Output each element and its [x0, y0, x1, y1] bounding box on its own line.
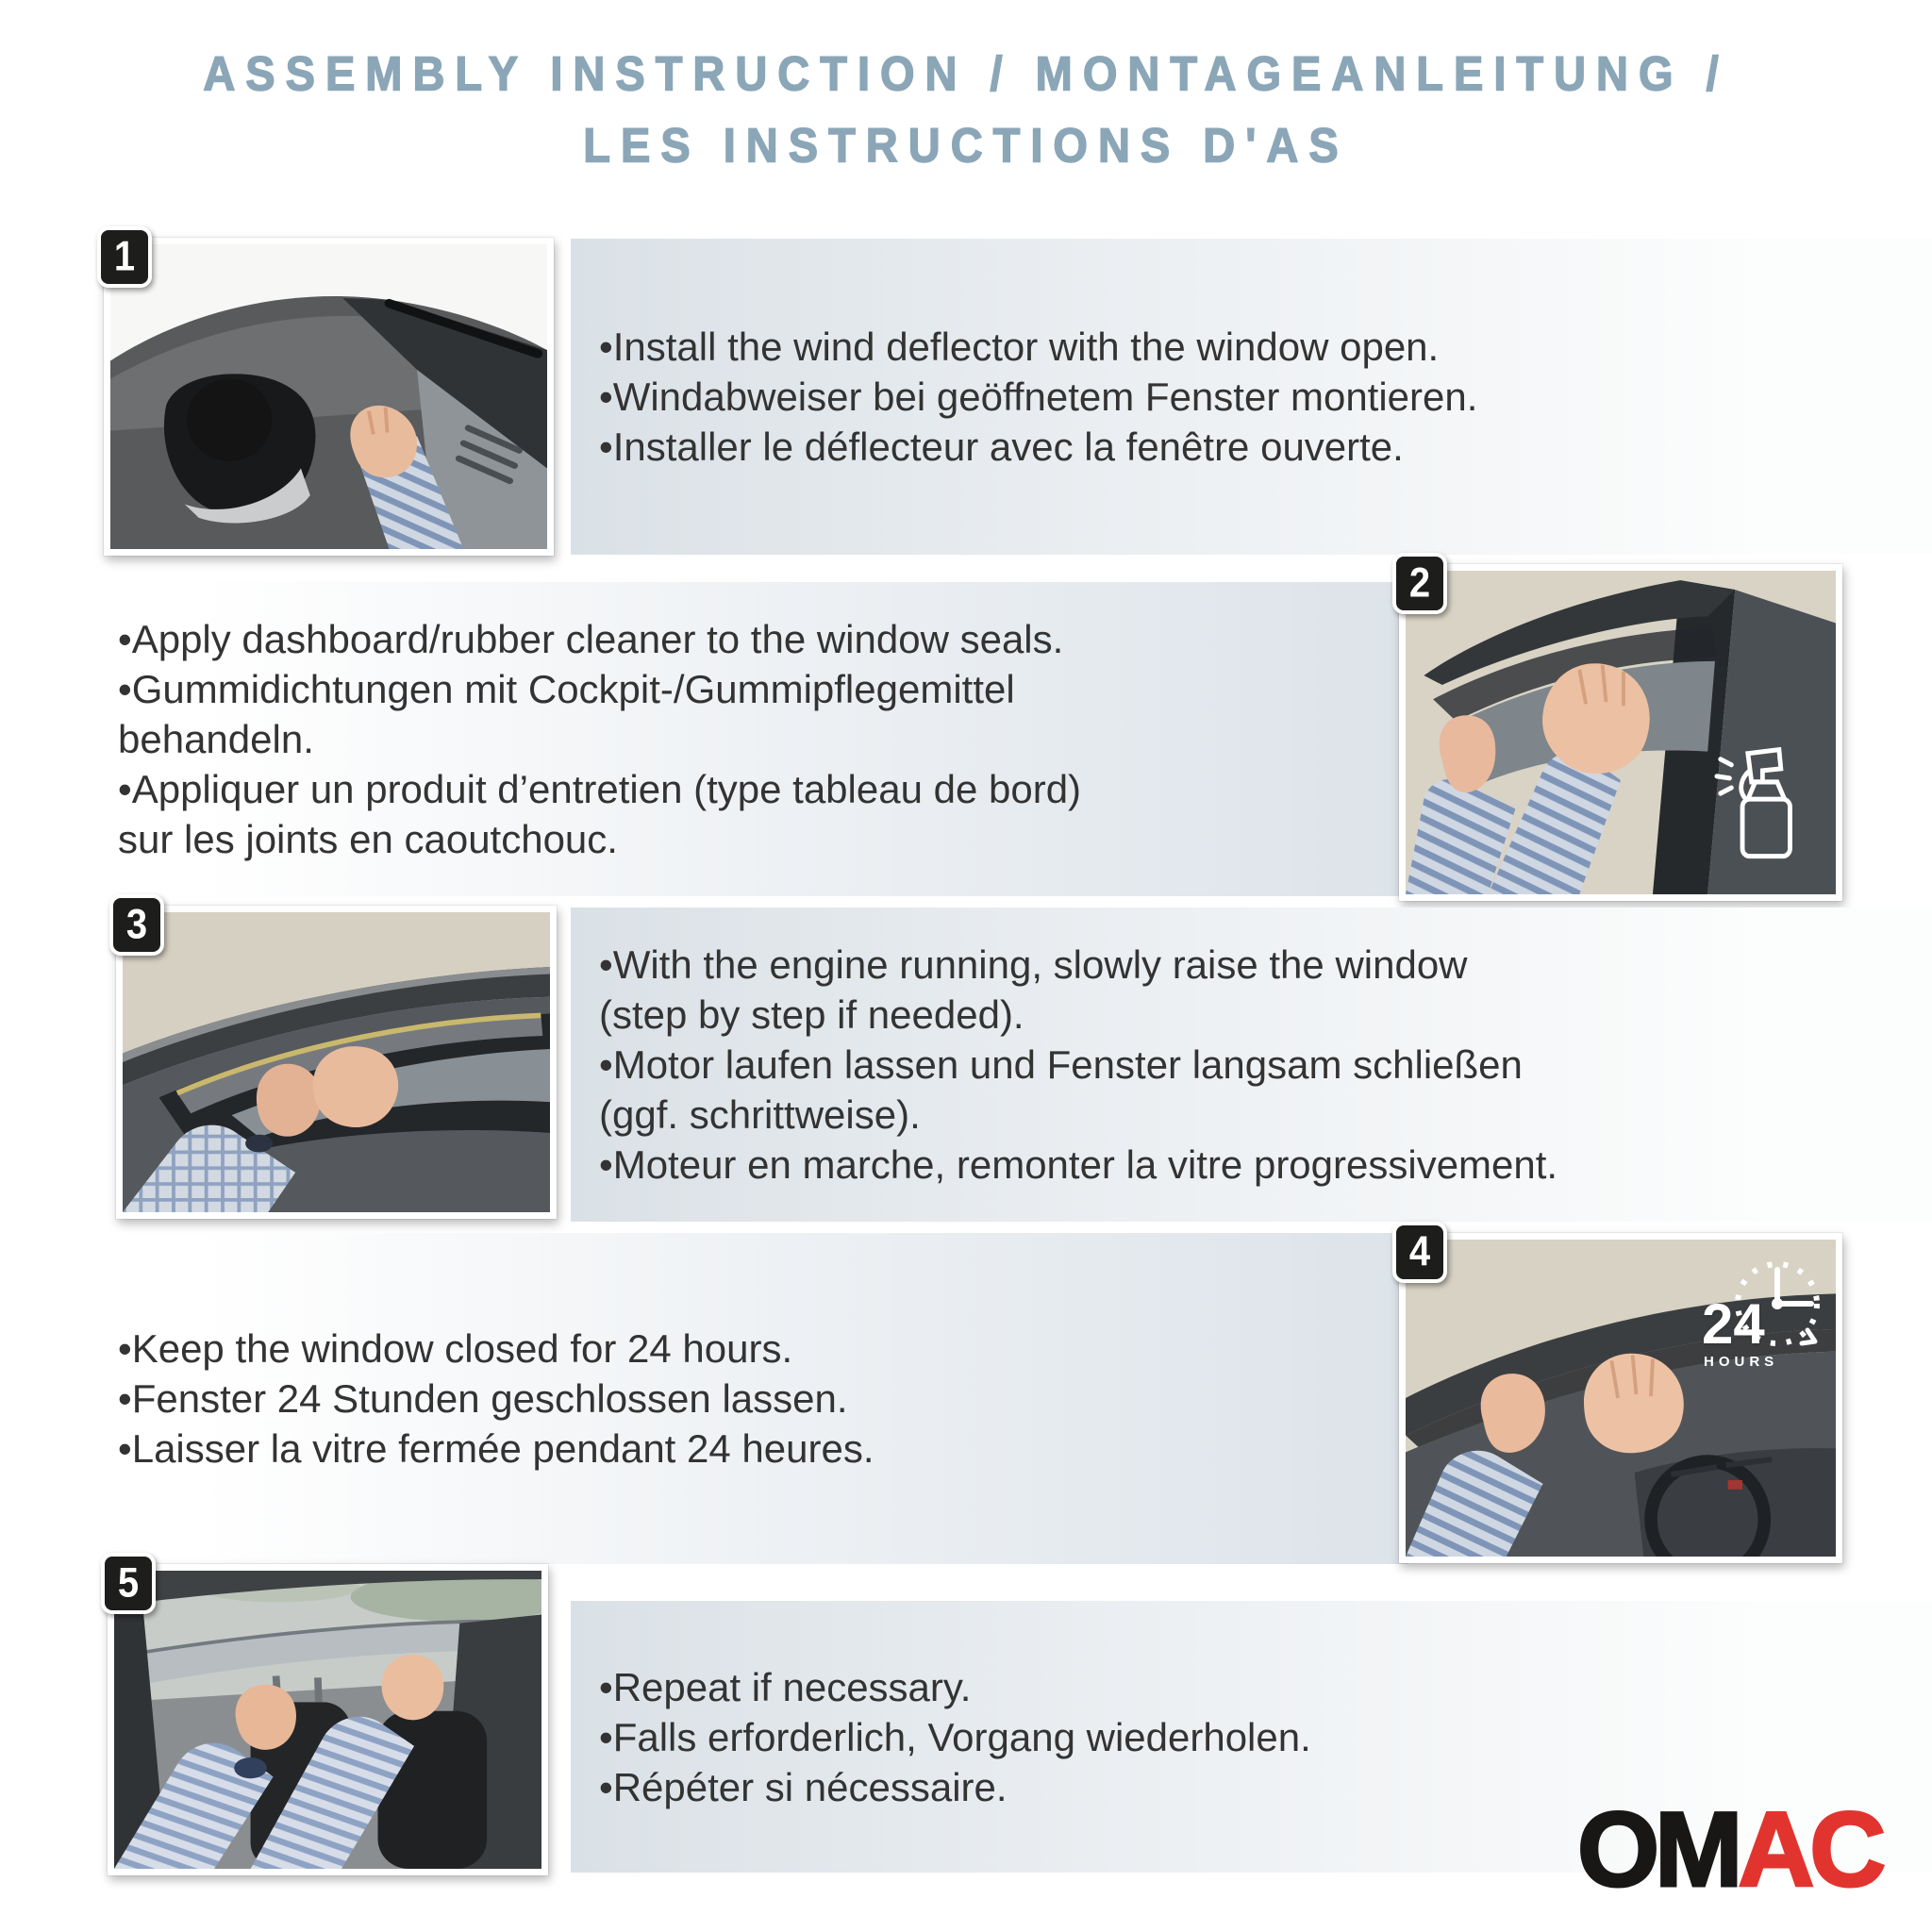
instruction-line: •Appliquer un produit d’entretien (type tableau de bord): [118, 767, 1082, 811]
step-3-photo: [116, 901, 557, 1219]
instruction-line: •Apply dashboard/rubber cleaner to the window seals.: [118, 617, 1064, 661]
title-line-2: LES INSTRUCTIONS D'AS: [583, 117, 1349, 173]
step-3-number-badge: [109, 894, 164, 956]
step-4-photo: [1399, 1228, 1842, 1563]
car-photo-illustration: [1406, 571, 1836, 894]
logo-text-black: OM: [1577, 1790, 1739, 1908]
instruction-line: •Windabweiser bei geöffnetem Fenster montieren.: [599, 375, 1478, 419]
instruction-line: •Répéter si nécessaire.: [599, 1764, 1008, 1809]
instruction-line: •Laisser la vitre fermée pendant 24 heures.: [118, 1426, 874, 1471]
instruction-line: •Keep the window closed for 24 hours.: [118, 1326, 793, 1371]
instruction-line: behandeln.: [118, 717, 314, 761]
hours-label: HOURS: [1704, 1354, 1779, 1370]
instruction-line: •Gummidichtungen mit Cockpit-/Gummipflegemittel: [118, 667, 1015, 711]
instruction-line: •Install the wind deflector with the window open.: [599, 325, 1440, 369]
instruction-line: •With the engine running, slowly raise the window: [599, 942, 1468, 987]
instruction-title: [0, 38, 1932, 181]
car-photo-illustration: [110, 244, 547, 549]
omac-logo: [1577, 1790, 1882, 1908]
instruction-line: (ggf. schrittweise).: [599, 1092, 921, 1137]
step-2-number-badge: [1392, 553, 1447, 614]
step-number: 4: [1408, 1228, 1431, 1275]
title-line-1: ASSEMBLY INSTRUCTION / MONTAGEANLEITUNG /: [203, 45, 1729, 101]
step-3-text-panel: [571, 908, 1932, 1222]
step-number: 1: [113, 233, 136, 280]
step-number: 3: [125, 901, 148, 948]
logo-text-red: AC: [1738, 1790, 1882, 1908]
step-number: 2: [1408, 559, 1431, 607]
step-1-photo: [104, 233, 554, 556]
car-photo-illustration: [123, 912, 550, 1212]
instruction-line: •Fenster 24 Stunden geschlossen lassen.: [118, 1376, 848, 1421]
car-photo-illustration: [114, 1571, 541, 1869]
clock-24-hours-icon: [1700, 1257, 1843, 1383]
step-1-text-panel: [571, 239, 1932, 555]
step-1-number-badge: [97, 226, 152, 288]
privacy-dot: [187, 379, 273, 461]
instruction-line: •Moteur en marche, remonter la vitre progressivement.: [599, 1142, 1558, 1187]
instruction-line: •Motor laufen lassen und Fenster langsam schließen: [599, 1042, 1523, 1087]
instruction-line: •Repeat if necessary.: [599, 1664, 972, 1709]
instruction-line: •Installer le déflecteur avec la fenêtre ouverte.: [599, 425, 1404, 469]
step-number: 5: [117, 1559, 140, 1607]
step-4-text-panel: [0, 1233, 1408, 1564]
step-5-number-badge: [101, 1553, 156, 1614]
step-2-text-panel: [0, 582, 1408, 896]
step-5-photo: [108, 1559, 548, 1875]
instruction-line: •Falls erforderlich, Vorgang wiederholen.: [599, 1714, 1311, 1759]
instruction-line: (step by step if needed).: [599, 992, 1024, 1037]
hours-value: 24: [1702, 1292, 1765, 1356]
step-2-photo: [1399, 559, 1842, 901]
step-4-number-badge: [1392, 1222, 1447, 1283]
instruction-line: sur les joints en caoutchouc.: [118, 817, 618, 861]
